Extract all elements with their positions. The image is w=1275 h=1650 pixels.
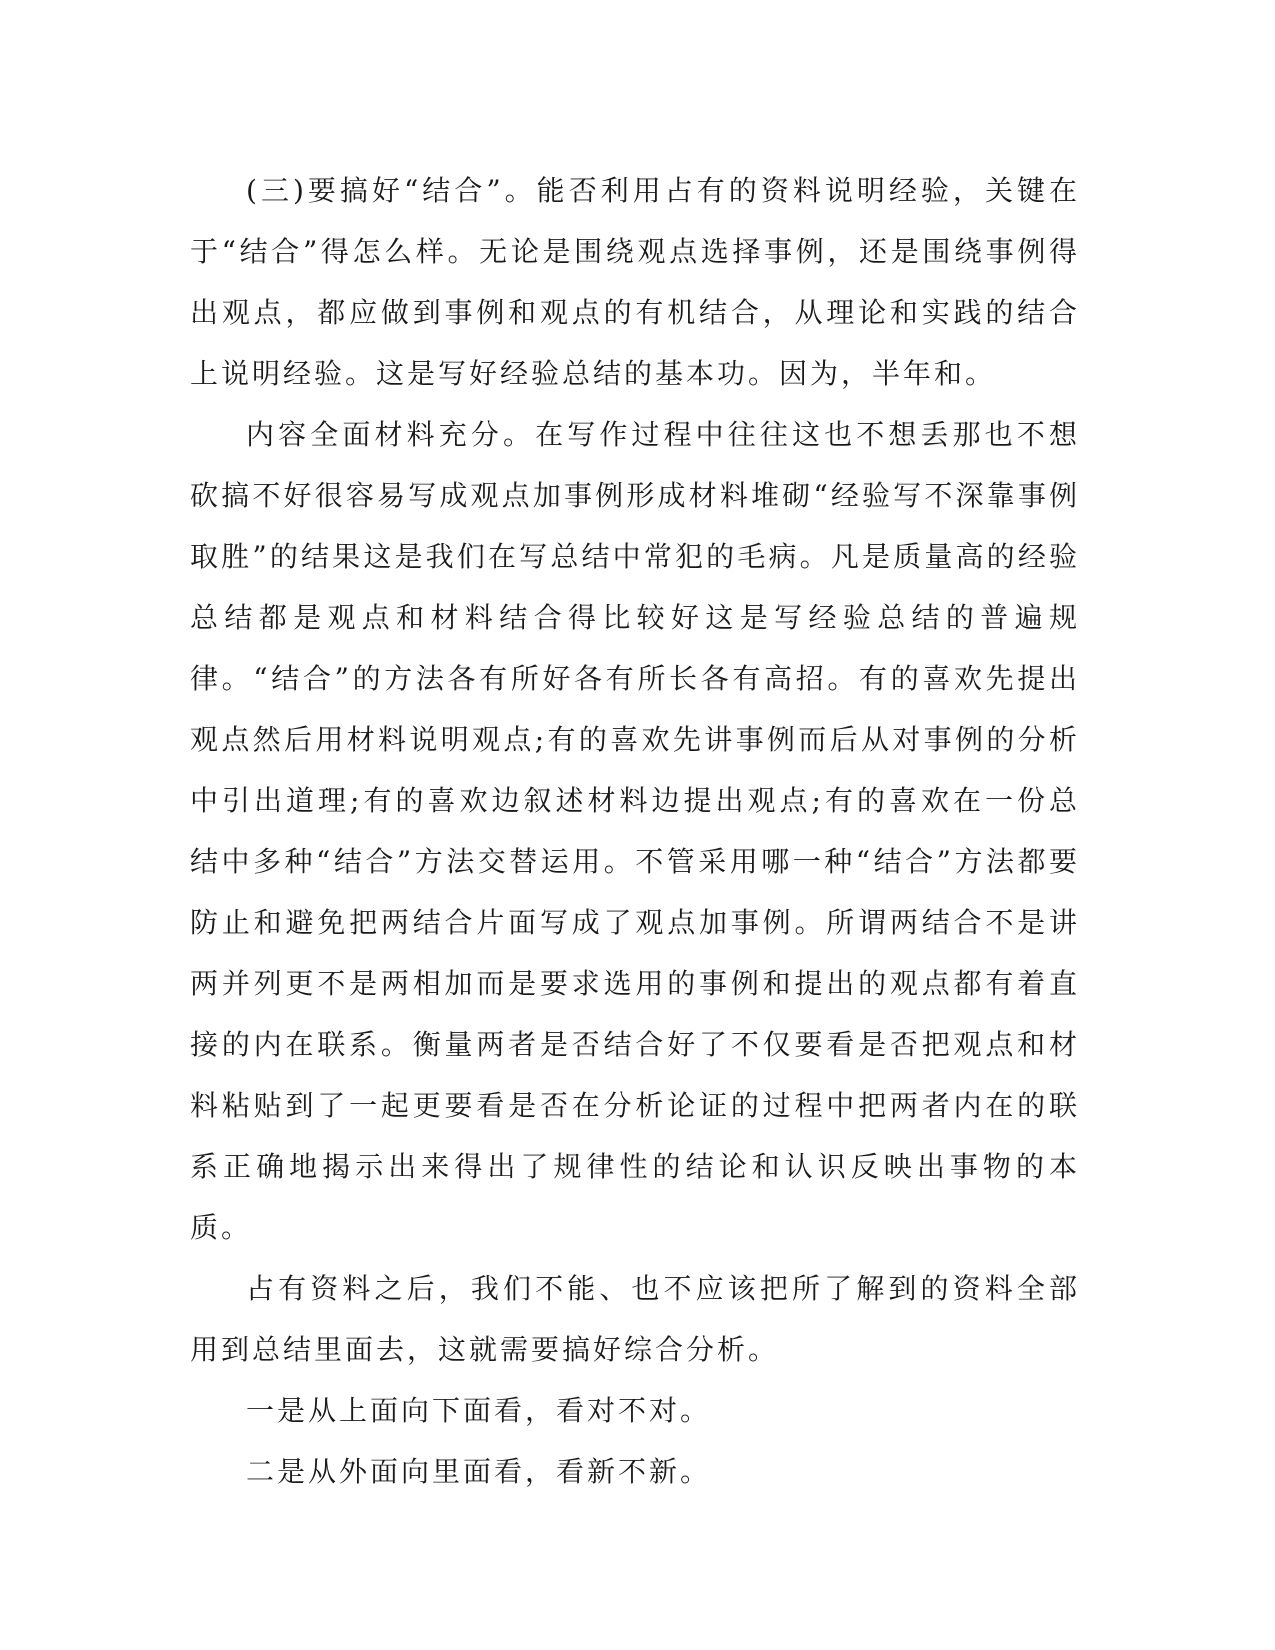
paragraph-analysis: 占有资料之后，我们不能、也不应该把所了解到的资料全部用到总结里面去，这就需要搞好综合分析。: [190, 1272, 1080, 1366]
paragraph-point-one: 一是从上面向下面看，看对不对。: [246, 1394, 712, 1427]
paragraph-combination: (三)要搞好“结合”。能否利用占有的资料说明经验，关键在于“结合”得怎么样。无论是围绕观点选择事例，还是围绕事例得出观点，都应做到事例和观点的有机结合，从理论和实践的结合上说明经验。这是写好经验总结的基本功。因为，半年和。: [190, 174, 1080, 390]
document-body: [190, 160, 1080, 1502]
paragraph-content-material: 内容全面材料充分。在写作过程中往往这也不想丢那也不想砍搞不好很容易写成观点加事例形成材料堆砌“经验写不深靠事例取胜”的结果这是我们在写总结中常犯的毛病。凡是质量高的经验总结都是观点和材料结合得比较好这是写经验总结的普遍规律。“结合”的方法各有所好各有所长各有高招。有的喜欢先提出观点然后用材料说明观点;有的喜欢先讲事例而后从对事例的分析中引出道理;有的喜欢边叙述材料边提出观点;有的喜欢在一份总结中多种“结合”方法交替运用。不管采用哪一种“结合”方法都要防止和避免把两结合片面写成了观点加事例。所谓两结合不是讲两并列更不是两相加而是要求选用的事例和提出的观点都有着直接的内在联系。衡量两者是否结合好了不仅要看是否把观点和材料粘贴到了一起更要看是否在分析论证的过程中把两者内在的联系正确地揭示出来得出了规律性的结论和认识反映出事物的本质。: [190, 418, 1080, 1244]
paragraph-point-two: 二是从外面向里面看，看新不新。: [246, 1455, 712, 1488]
